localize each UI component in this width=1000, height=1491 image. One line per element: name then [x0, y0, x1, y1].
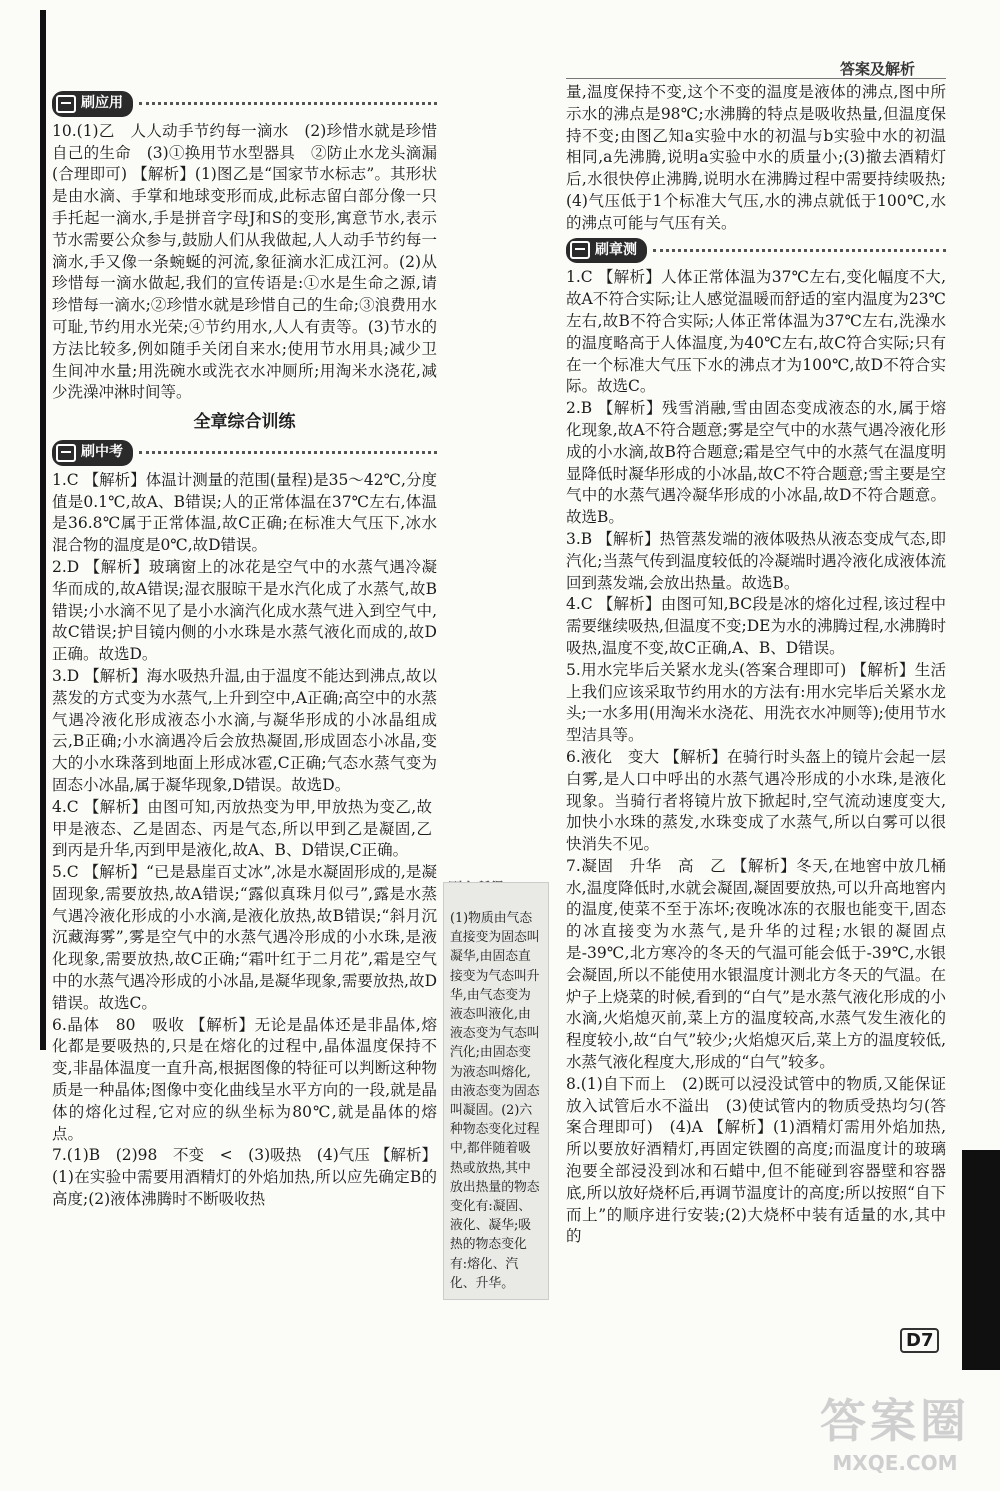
section-label: 刷应用: [81, 95, 123, 111]
page-spine: [40, 10, 46, 1050]
brush-icon: [56, 95, 76, 113]
section-header-zhangce: [566, 238, 946, 264]
answer-item: 7.凝固 升华 高 乙 【解析】冬天,在地窖中放几桶水,温度降低时,水就会凝固,凝固要放热,可以升高地窖内的温度,使菜不至于冻坏;夜晚冰冻的衣服也能变干,固态的冰直接变为水蒸气,是升华的过程;水银的凝固点是-39℃,北方寒冷的冬天的气温可能会低于-39℃,水银会凝固,所以不能使用水银温度计测北方冬天的气温。在炉子上烧菜的时候,看到的“白气”是水蒸气液化形成的小水滴,火焰熄灭前,菜上方的温度较高,水蒸气发生液化的程度较小,故“白气”较少;火焰熄灭后,菜上方的温度较低,水蒸气液化程度大,形成的“白气”较多。: [566, 856, 946, 1072]
answer-item: 量,温度保持不变,这个不变的温度是液体的沸点,图中所示水的沸点是98℃;水沸腾的特点是吸收热量,但温度保持不变;由图乙知a实验中水的初温与b实验中水的初温相同,a先沸腾,说明a实验中水的质量小;(3)撤去酒精灯后,水很快停止沸腾,说明水在沸腾过程中需要持续吸热;(4)气压低于1个标准大气压,水的沸点就低于100℃,水的沸点可能与气压有关。: [566, 83, 946, 232]
sidebar-note: [443, 882, 549, 1300]
dotted-divider: [139, 102, 437, 105]
answer-item: 4.C 【解析】由图可知,BC段是冰的熔化过程,该过程中需要继续吸热,但温度不变;DE为水的沸腾过程,水沸腾时吸热,温度不变,故C正确,A、B、D错误。: [566, 595, 946, 657]
section-header-zhongkao: [52, 440, 437, 466]
chapter-title: 全章综合训练: [193, 412, 296, 433]
page-header: 答案及解析: [840, 60, 916, 78]
brush-icon: [56, 444, 76, 462]
answer-item: 10.(1)乙 人人动手节约每一滴水 (2)珍惜水就是珍惜自己的生命 (3)①换用节水型器具 ②防止水龙头滴漏(合理即可) 【解析】(1)图乙是“国家节水标志”。其形状是由水滴、手掌和地球变形而成,此标志留白部分像一只手托起一滴水,手是拼音字母J和S的变形,寓意节水,表示节水需要公众参与,鼓励人们从我做起,人人动手节约每一滴水,手又像一条蜿蜒的河流,象征滴水汇成江河。(2)从珍惜每一滴水做起,我们的宣传语是:①水是生命之源,请珍惜每一滴水;②珍惜水就是珍惜自己的生命;③浪费用水可耻,节约用水光荣;④节约用水,人人有责等。(3)节水的方法比较多,例如随手关闭自来水;使用节水用具;减少卫生间冲水量;用洗碗水或洗衣水冲厕所;用淘米水浇花,减少洗澡冲淋时间等。: [52, 121, 437, 402]
section-badge: [52, 91, 133, 117]
header-rule: [566, 78, 946, 79]
brush-icon: [570, 241, 590, 259]
edge-tab: [962, 1150, 1000, 1370]
right-column: [566, 82, 946, 1248]
left-column: [52, 88, 437, 1211]
answer-item: 1.C 【解析】体温计测量的范围(量程)是35～42℃,分度值是0.1℃,故A、B错误;人的正常体温在37℃左右,体温是36.8℃属于正常体温,故C正确;在标准大气压下,冰水混合物的温度是0℃,故D错误。: [52, 470, 437, 555]
dotted-divider: [653, 249, 946, 252]
answer-item: 5.C 【解析】“已是悬崖百丈冰”,冰是水凝固形成的,是凝固现象,需要放热,故A错误;“露似真珠月似弓”,露是水蒸气遇冷液化形成的小水滴,是液化放热,故B错误;“斜月沉沉藏海雾”,雾是空气中的水蒸气遇冷形成的小水珠,是液化现象,需要放热,故C正确;“霜叶红于二月花”,霜是空气中的水蒸气遇冷形成的小冰晶,是凝华现象,需要放热,故D错误。故选C。: [52, 863, 437, 1012]
section-badge: [566, 238, 647, 264]
answer-item: 6.晶体 80 吸收 【解析】无论是晶体还是非晶体,熔化都是要吸热的,只是在熔化的过程中,晶体温度保持不变,非晶体温度一直升高,根据图像的特征可以判断这种物质是一种晶体;图像中变化曲线呈水平方向的一段,就是晶体的熔化过程,它对应的纵坐标为80℃,就是晶体的熔点。: [52, 1015, 437, 1143]
answer-item: 5.用水完毕后关紧水龙头(答案合理即可) 【解析】生活上我们应该采取节约用水的方法有:用水完毕后关紧水龙头;一水多用(用淘米水浇花、用洗衣水冲厕等);使用节水型洁具等。: [566, 660, 946, 745]
section-label: 刷章测: [595, 241, 637, 258]
watermark-url: MXQE.COM: [832, 1451, 958, 1475]
answer-item: 8.(1)自下而上 (2)既可以浸没试管中的物质,又能保证放入试管后水不溢出 (3)使试管内的物质受热均匀(答案合理即可) (4)A 【解析】(1)酒精灯需用外焰加热,所以要放好酒精灯,再固定铁圈的高度;而温度计的玻璃泡要全部浸没到冰和石蜡中,但不能碰到容器壁和容器底,所以放好烧杯后,再调节温度计的高度;所以按照“自下而上”的顺序进行安装;(2)大烧杯中装有适量的水,其中的: [566, 1074, 946, 1246]
watermark: [820, 1385, 970, 1475]
dotted-divider: [139, 451, 437, 454]
section-badge: [52, 440, 133, 466]
page-number: D7: [900, 1328, 939, 1353]
answer-item: 2.D 【解析】玻璃窗上的冰花是空气中的水蒸气遇冷凝华而成的,故A错误;湿衣服晾干是水汽化成了水蒸气,故B错误;小水滴不见了是小水滴汽化成水蒸气进入到空气中,故C错误;护目镜内侧的小水珠是水蒸气液化而成的,故D正确。故选D。: [52, 557, 437, 664]
answer-item: 4.C 【解析】由图可知,丙放热变为甲,甲放热为变乙,故甲是液态、乙是固态、丙是气态,所以甲到乙是凝固,乙到丙是升华,丙到甲是液化,故A、B、D错误,C正确。: [52, 797, 432, 860]
sidebar-text: (1)物质由气态直接变为固态叫凝华,由固态直接变为气态叫升华,由气态变为液态叫液化,由液态变为气态叫汽化;由固态变为液态叫熔化,由液态变为固态叫凝固。(2)六种物态变化过程中,都伴随着吸热或放热,其中放出热量的物态变化有:凝固、液化、凝华;吸热的物态变化有:熔化、汽化、升华。: [450, 911, 540, 1291]
section-header-app: [52, 91, 437, 117]
answer-item: 7.(1)B (2)98 不变 < (3)吸热 (4)气压 【解析】(1)在实验中需要用酒精灯的外焰加热,所以应先确定B的高度;(2)液体沸腾时不断吸收热: [52, 1146, 437, 1209]
watermark-logo: 答案圈: [820, 1394, 970, 1448]
answer-item: 1.C 【解析】人体正常体温为37℃左右,变化幅度不大,故A不符合实际;让人感觉温暖而舒适的室内温度为23℃左右,故B不符合实际;人体正常体温为37℃左右,洗澡水的温度略高于人体温度,为40℃左右,故C符合实际;只有在一个标准大气压下水的沸点才为100℃,故D不符合实际。故选C。: [566, 268, 946, 396]
answer-item: 2.B 【解析】残雪消融,雪由固态变成液态的水,属于熔化现象,故A不符合题意;雾是空气中的水蒸气遇冷液化形成的小水滴,故B符合题意;霜是空气中的水蒸气在温度明显降低时凝华形成的小冰晶,故C不符合题意;雪主要是空气中的水蒸气遇冷凝华形成的小冰晶,故D不符合题意。故选B。: [566, 399, 946, 527]
section-label: 刷中考: [81, 443, 123, 460]
answer-item: 3.D 【解析】海水吸热升温,由于温度不能达到沸点,故以蒸发的方式变为水蒸气,上升到空中,A正确;高空中的水蒸气遇冷液化形成液态小水滴,与凝华形成的小冰晶组成云,B正确;小水滴遇冷后会放热凝固,形成固态小冰晶,变大的小水珠落到地面上形成冰雹,C正确;气态水蒸气变为固态小冰晶,属于凝华现象,D错误。故选D。: [52, 666, 437, 794]
answer-item: 3.B 【解析】热管蒸发端的液体吸热从液态变成气态,即汽化;当蒸气传到温度较低的冷凝端时遇冷液化成液体流回到蒸发端,会放出热量。故选B。: [566, 529, 946, 592]
answer-item: 6.液化 变大 【解析】在骑行时头盔上的镜片会起一层白雾,是人口中呼出的水蒸气遇冷形成的小水珠,是液化现象。当骑行者将镜片放下掀起时,空气流动速度变大,加快小水珠的蒸发,水珠变成了水蒸气,所以白雾可以很快消失不见。: [566, 747, 946, 854]
